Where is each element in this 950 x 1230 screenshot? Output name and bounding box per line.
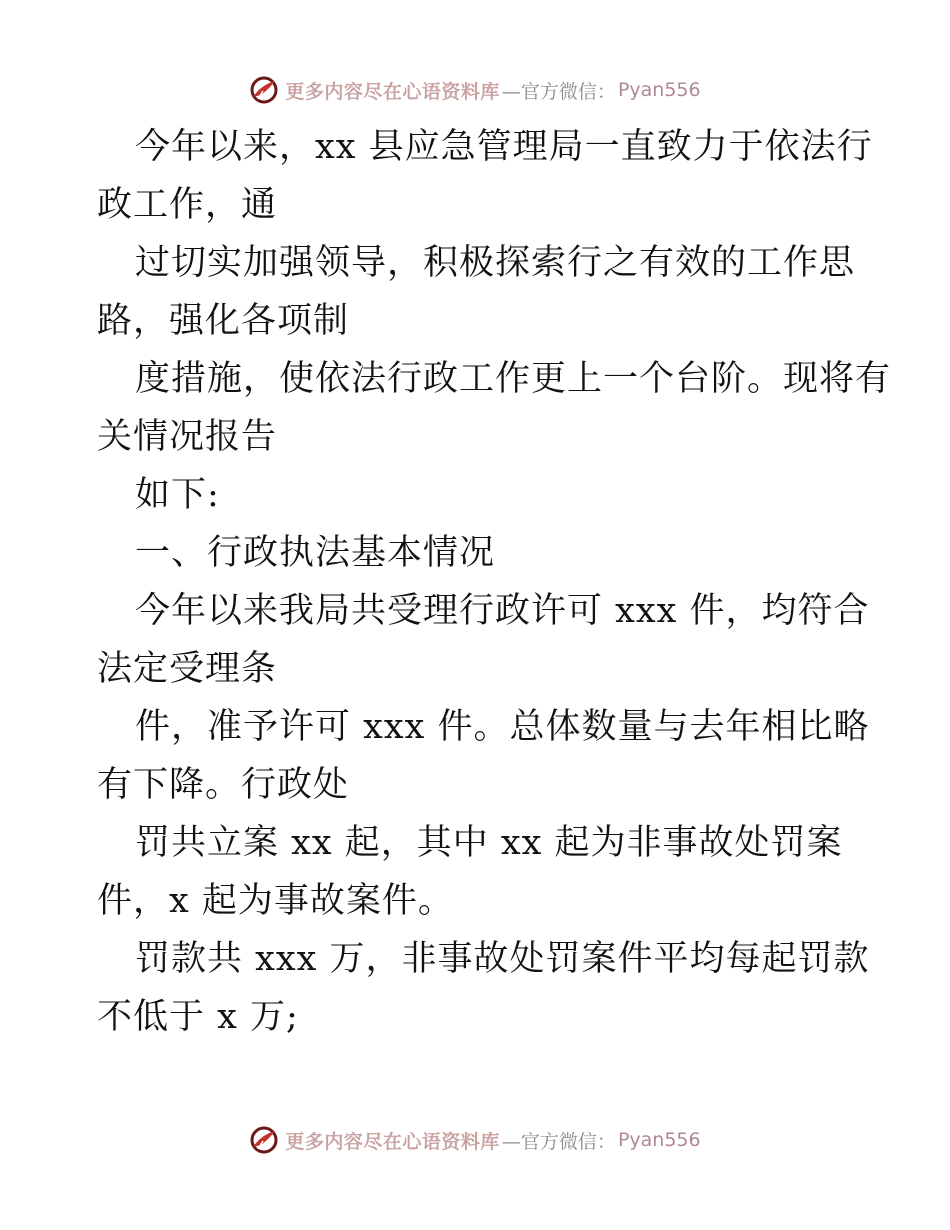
pen-nib-logo-icon <box>249 75 279 105</box>
paragraph-line: 路，强化各项制 <box>97 301 350 341</box>
paragraph-line: 法定受理条 <box>97 649 278 689</box>
paragraph-line: 罚共立案 xx 起，其中 xx 起为非事故处罚案 <box>135 823 843 863</box>
banner-official-text: —官方微信： <box>501 1130 616 1153</box>
paragraph-line: 度措施，使依法行政工作更上一个台阶。现将有 <box>135 359 892 399</box>
paragraph-line: 政工作，通 <box>97 185 278 225</box>
header-banner <box>0 70 950 110</box>
paragraph-line: 件，x 起为事故案件。 <box>97 881 454 921</box>
paragraph-line: 关情况报告 <box>97 417 278 457</box>
paragraph-line: 不低于 x 万; <box>97 997 299 1037</box>
banner-main-text: 更多内容尽在心语资料库 <box>285 1130 500 1153</box>
footer-banner <box>0 1120 950 1160</box>
paragraph-line: 过切实加强领导，积极探索行之有效的工作思 <box>135 243 856 283</box>
banner-main-text: 更多内容尽在心语资料库 <box>285 80 500 103</box>
paragraph-line: 件，准予许可 xxx 件。总体数量与去年相比略 <box>135 707 870 747</box>
document-body <box>97 118 892 1046</box>
banner-account-id: Pyan556 <box>617 1129 701 1151</box>
pen-nib-logo-icon <box>249 1125 279 1155</box>
paragraph-line: 罚款共 xxx 万，非事故处罚案件平均每起罚款 <box>135 939 870 979</box>
section-heading: 一、行政执法基本情况 <box>135 533 496 573</box>
banner-official-text: —官方微信： <box>501 80 616 103</box>
paragraph-line: 今年以来，xx 县应急管理局一直致力于依法行 <box>135 127 873 167</box>
paragraph-line: 如下: <box>135 475 220 515</box>
paragraph-line: 今年以来我局共受理行政许可 xxx 件，均符合 <box>135 591 870 631</box>
banner-account-id: Pyan556 <box>617 79 701 101</box>
paragraph-line: 有下降。行政处 <box>97 765 350 805</box>
